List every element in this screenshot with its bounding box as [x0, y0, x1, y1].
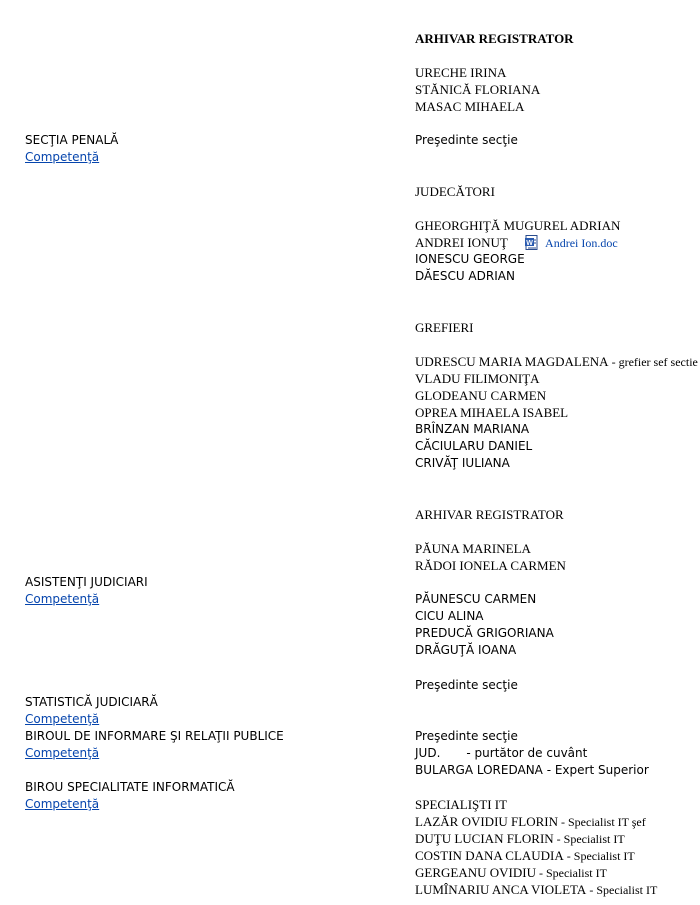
doc-link-andrei-ion[interactable]: Andrei Ion.doc [545, 236, 618, 250]
grefieri-heading: GREFIERI [415, 320, 474, 335]
section-title-statistica: STATISTICĂ JUDICIARĂ [25, 695, 158, 709]
jud-label: JUD. [415, 746, 441, 760]
svg-text:W: W [526, 240, 533, 247]
specialist-row [415, 813, 646, 831]
specialist-name: DUŢU LUCIAN FLORIN [415, 831, 554, 846]
specialist-role: - Specialist IT [563, 849, 635, 863]
competenta-link-asistenti[interactable]: Competenţă [25, 592, 100, 606]
section-title-penala: SECŢIA PENALĂ [25, 133, 119, 147]
staff-name: URECHE IRINA [415, 65, 507, 80]
grefier-name: OPREA MIHAELA ISABEL [415, 405, 569, 420]
judecatori-heading: JUDECĂTORI [415, 184, 495, 199]
specialist-name: GERGEANU OVIDIU [415, 865, 536, 880]
presedinte-sectie-2: Preşedinte secţie [415, 678, 518, 692]
specialist-row [415, 881, 657, 899]
presedinte-sectie-3: Preşedinte secţie [415, 729, 518, 743]
competenta-link-birou-it[interactable]: Competenţă [25, 797, 100, 811]
section-title-birou-informare: BIROUL DE INFORMARE ŞI RELAŢII PUBLICE [25, 729, 284, 743]
specialist-name: LAZĂR OVIDIU FLORIN [415, 814, 558, 829]
staff-name: PĂUNA MARINELA [415, 541, 531, 556]
jud-role: - purtător de cuvânt [466, 746, 588, 760]
specialist-role: - Specialist IT [553, 832, 625, 846]
judge-name: DĂESCU ADRIAN [415, 269, 515, 283]
grefier-row-first [415, 353, 698, 371]
judge-name: GHEORGHIŢĂ MUGUREL ADRIAN [415, 218, 621, 233]
asistent-name: PREDUCĂ GRIGORIANA [415, 626, 554, 640]
grefier-name: GLODEANU CARMEN [415, 388, 547, 403]
competenta-link-birou-informare[interactable]: Competenţă [25, 746, 100, 760]
section-title-asistenti: ASISTENŢI JUDICIARI [25, 575, 148, 589]
expert-superior: BULARGA LOREDANA - Expert Superior [415, 763, 649, 777]
staff-name: RĂDOI IONELA CARMEN [415, 558, 566, 573]
specialist-role: - Specialist IT [586, 883, 658, 897]
specialist-row [415, 830, 625, 848]
asistent-name: PĂUNESCU CARMEN [415, 592, 537, 606]
specialisti-heading: SPECIALIŞTI IT [415, 797, 508, 812]
specialist-row [415, 847, 635, 865]
specialist-role: - Specialist IT şef [558, 815, 646, 829]
staff-name: STĂNICĂ FLORIANA [415, 82, 541, 97]
arhivar-heading-2: ARHIVAR REGISTRATOR [415, 507, 564, 522]
judge-name: ANDREI IONUŢ [415, 235, 508, 250]
grefier-name: BRÎNZAN MARIANA [415, 422, 530, 436]
grefier-name: VLADU FILIMONIŢA [415, 371, 540, 386]
jud-purtator-row [415, 745, 587, 762]
asistent-name: CICU ALINA [415, 609, 484, 623]
word-document-icon[interactable] [525, 235, 539, 254]
competenta-link-statistica[interactable]: Competenţă [25, 712, 100, 726]
grefier-name: CĂCIULARU DANIEL [415, 439, 533, 453]
grefier-name: CRIVĂŢ IULIANA [415, 456, 510, 470]
competenta-link-penala[interactable]: Competenţă [25, 150, 100, 164]
specialist-role: - Specialist IT [535, 866, 607, 880]
asistent-name: DRĂGUŢĂ IOANA [415, 643, 517, 657]
staff-name: MASAC MIHAELA [415, 99, 525, 114]
arhivar-heading-1: ARHIVAR REGISTRATOR [415, 31, 574, 46]
specialist-row [415, 864, 607, 882]
grefier-name: UDRESCU MARIA MAGDALENA [415, 354, 609, 369]
judge-name: IONESCU GEORGE [415, 252, 525, 266]
specialist-name: COSTIN DANA CLAUDIA [415, 848, 564, 863]
grefier-role: - grefier sef sectie [608, 355, 698, 369]
specialist-name: LUMÎNARIU ANCA VIOLETA [415, 882, 587, 897]
section-title-birou-it: BIROU SPECIALITATE INFORMATICĂ [25, 780, 235, 794]
presedinte-sectie-1: Preşedinte secţie [415, 133, 518, 147]
